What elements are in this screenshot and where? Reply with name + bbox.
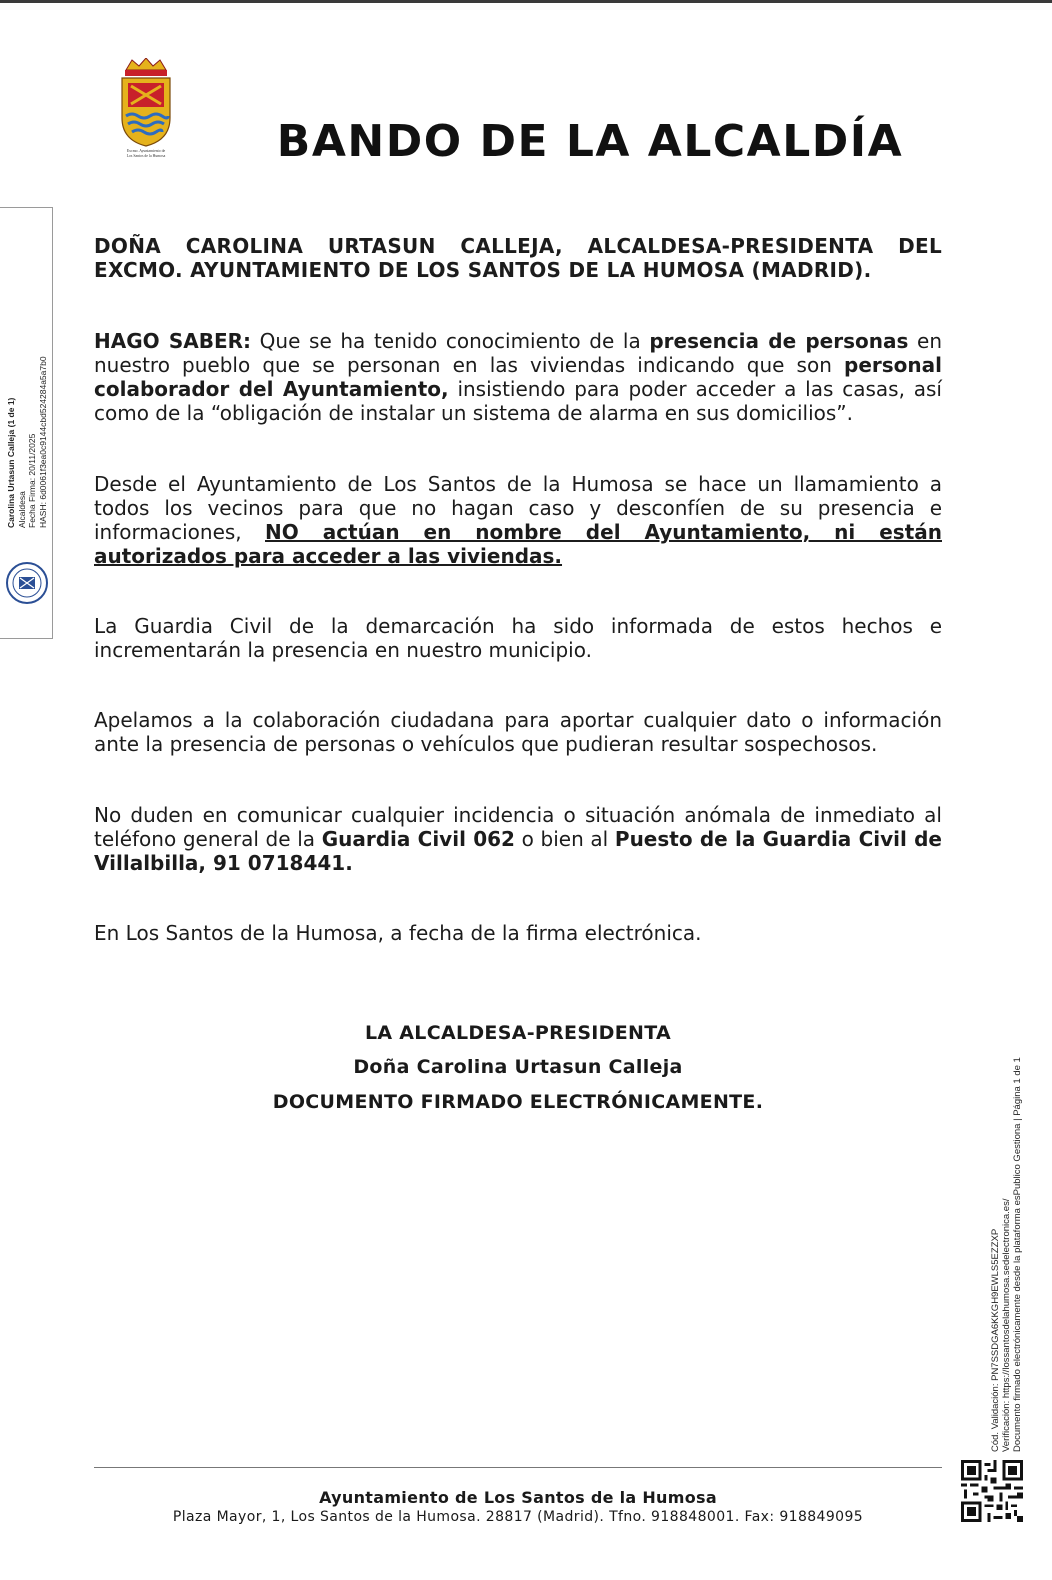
paragraph-guardia-civil: La Guardia Civil de la demarcación ha sido informada de estos hechos e incrementarán la presencia en nuestro municipio. [94,614,942,662]
paragraph-date: En Los Santos de la Humosa, a fecha de la firma electrónica. [94,921,702,945]
p1-text-3: insistiendo para poder acceder a las casas, así como de la “obligación de instalar un sistema de alarma en sus domicilios”. [94,377,942,425]
p1-text-2: en nuestro pueblo que se personan en las viviendas indicando que son [94,329,942,377]
signature-stamp-text [6,338,48,528]
document-title: BANDO DE LA ALCALDÍA [276,116,904,167]
verification-code: Cód. Validación: PN7SSDGA6KKGH9EWLS5EZZXP [990,1228,1001,1452]
official-heading: DOÑA CAROLINA URTASUN CALLEJA, ALCALDESA-PRESIDENTA DEL EXCMO. AYUNTAMIENTO DE LOS SANTOS DE LA HUMOSA (MADRID). [94,234,942,282]
p5-text-2: o bien al [514,827,615,851]
stamp-role: Alcaldesa [16,491,27,528]
footer-organization: Ayuntamiento de Los Santos de la Humosa [319,1488,717,1507]
footer-divider [94,1467,942,1468]
p1-bold-2: personal colaborador del Ayuntamiento, [94,353,942,401]
verification-stamp-text [990,982,1023,1452]
p5-bold-1: Guardia Civil 062 [321,827,515,851]
stamp-hash: HASH: 6d0061f3ea0c9144cbd524284a5a7b0 [37,356,48,528]
stamp-signer: Carolina Urtasun Calleja (1 de 1) [6,397,16,528]
paragraph-warning [94,472,942,568]
qr-code-icon [961,1460,1023,1522]
footer-address: Plaza Mayor, 1, Los Santos de la Humosa. 28817 (Madrid). Tfno. 918848001. Fax: 918849095 [172,1509,864,1525]
municipal-crest-logo [112,58,180,158]
p2-underlined-warning: NO actúan en nombre del Ayuntamiento, ni están autorizados para acceder a las viviendas. [94,520,942,568]
p5-bold-2: Puesto de la Guardia Civil de Villalbilla, 91 0718441. [94,827,942,875]
stamp-date: Fecha Firma: 20/11/2025 [27,433,37,528]
verification-url: Verificación: https://lossantosdelahumosa.sedelectronica.es/ [1001,1198,1012,1452]
top-border [0,0,1052,3]
svg-text:Los Santos de la Humosa: Los Santos de la Humosa [126,154,166,158]
signature-note: DOCUMENTO FIRMADO ELECTRÓNICAMENTE. [272,1091,764,1113]
official-seal-icon [5,561,49,605]
p1-text-1: Que se ha tenido conocimiento de la [251,329,650,353]
p2-text: Desde el Ayuntamiento de Los Santos de la Humosa se hace un llamamiento a todos los vecinos para que no hagan caso y desconfíen de su presencia e informaciones, [94,472,942,544]
signature-role: LA ALCALDESA-PRESIDENTA [364,1022,672,1044]
signature-name: Doña Carolina Urtasun Calleja [353,1056,683,1078]
p1-bold-1: presencia de personas [649,329,909,353]
hago-saber-lead: HAGO SABER: [94,329,252,353]
paragraph-contact [94,803,942,875]
p5-text-1: No duden en comunicar cualquier incidencia o situación anómala de inmediato al teléfono general de la [94,803,942,851]
verification-platform: Documento firmado electrónicamente desde la plataforma esPublico Gestiona | Página 1 de 1 [1012,1057,1023,1452]
paragraph-hago-saber [94,329,942,425]
paragraph-collaboration: Apelamos a la colaboración ciudadana para aportar cualquier dato o información ante la presencia de personas o vehículos que pudieran resultar sospechosos. [94,708,942,756]
svg-text:Excmo. Ayuntamiento de: Excmo. Ayuntamiento de [126,149,166,153]
